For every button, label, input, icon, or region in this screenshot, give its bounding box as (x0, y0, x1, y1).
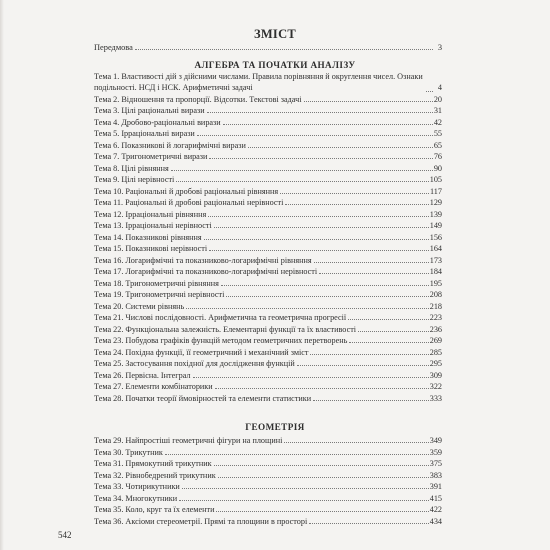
toc-row[interactable] (94, 278, 442, 290)
toc-row[interactable] (94, 504, 442, 516)
toc-label: Тема 9. Цілі нерівності (94, 175, 175, 185)
dot-leader (319, 273, 429, 274)
toc-row[interactable] (94, 151, 442, 163)
dot-leader (297, 365, 429, 366)
toc-label: Тема 8. Цілі рівняння (94, 163, 169, 173)
dot-leader (216, 511, 428, 512)
dot-leader (280, 193, 429, 194)
toc-page-number: 139 (429, 209, 442, 219)
dot-leader (309, 523, 428, 524)
toc-label: Тема 24. Похідна функції, її геометричний і механічний зміст (94, 347, 309, 357)
toc-label: Передмова (94, 43, 133, 52)
toc-label: Тема 28. Початки теорії ймовірностей та елементи статистики (94, 393, 312, 403)
toc-row[interactable] (94, 140, 442, 152)
toc-label: Тема 2. Відношення та пропорції. Відсотки. Текстові задачі (94, 94, 302, 104)
toc-label: Тема 4. Дробово-раціональні вирази (94, 117, 221, 127)
dot-leader (349, 342, 428, 343)
toc-label: Тема 32. Рівнобедрений трикутник (94, 470, 216, 480)
toc-label: Тема 16. Логарифмічні та показниково-логарифмічні рівняння (94, 255, 312, 265)
toc-page-number: 55 (433, 129, 442, 139)
dot-leader (358, 331, 429, 332)
toc-page-number: 129 (429, 198, 442, 208)
dot-leader (171, 170, 433, 171)
toc-page-number: 65 (433, 140, 442, 150)
toc-label: Тема 33. Чотирикутники (94, 482, 180, 491)
toc-page-number: 218 (429, 301, 442, 311)
toc-row[interactable] (94, 516, 442, 528)
toc-label: Тема 13. Ірраціональні нерівності (94, 221, 212, 231)
toc-row[interactable] (94, 358, 442, 370)
toc-row[interactable] (94, 186, 442, 198)
toc-page-number: 333 (429, 393, 442, 403)
toc-page-number: 269 (429, 336, 442, 346)
toc-page-number: 4 (437, 83, 442, 93)
toc-row[interactable] (94, 347, 442, 359)
toc-page-number: 415 (429, 493, 442, 503)
dot-leader (197, 135, 433, 136)
dot-leader (208, 216, 428, 217)
toc-label: Тема 26. Первісна. Інтеграл (94, 370, 191, 380)
toc-label: Тема 3. Цілі раціональні вирази (94, 106, 205, 116)
toc-row[interactable] (94, 324, 442, 336)
toc-row[interactable] (94, 470, 442, 482)
dot-leader (135, 49, 433, 50)
dot-leader (207, 112, 433, 113)
toc-page-number: 236 (429, 324, 442, 334)
toc-page-number: 76 (433, 152, 442, 162)
section-heading-geometry: ГЕОМЕТРІЯ (245, 422, 305, 432)
dot-leader (215, 388, 429, 389)
toc-label: Тема 22. Функціональна залежність. Елементарні функції та їх властивості (94, 324, 357, 334)
page-title: ЗМІСТ (253, 27, 297, 41)
toc-row[interactable] (94, 117, 442, 129)
dot-leader (348, 319, 429, 320)
toc-page-number: 349 (429, 436, 442, 445)
dot-leader (313, 400, 429, 401)
dot-leader (209, 250, 429, 251)
toc-row[interactable] (94, 312, 442, 324)
toc-label: Тема 35. Коло, круг та їх елементи (94, 505, 215, 514)
toc-row[interactable] (94, 255, 442, 267)
toc-row[interactable] (94, 381, 442, 393)
section-heading-algebra: АЛГЕБРА ТА ПОЧАТКИ АНАЛІЗУ (194, 60, 356, 70)
toc-page-number: 149 (429, 221, 442, 231)
toc-row[interactable] (94, 243, 442, 255)
toc-row[interactable] (94, 163, 442, 175)
toc-page-number: 383 (429, 470, 442, 480)
toc-page-number: 285 (429, 347, 442, 357)
toc-row[interactable] (94, 232, 442, 244)
toc-page-number: 31 (433, 106, 442, 116)
page-number: 542 (58, 530, 72, 540)
toc-page-number: 105 (429, 175, 442, 185)
toc-label: Тема 6. Показникові й логарифмічні вирази (94, 140, 246, 150)
toc-page-number: 117 (430, 186, 442, 196)
toc-label: Тема 36. Аксіоми стереометрії. Прямі та площини в просторі (94, 516, 308, 526)
toc-page-number: 173 (429, 255, 442, 265)
toc-label: Тема 11. Раціональні й дробові раціональні нерівності (94, 198, 284, 208)
toc-label: Тема 12. Ірраціональні рівняння (94, 209, 207, 219)
toc-label: Тема 21. Числові послідовності. Арифметична та геометрична прогресії (94, 313, 347, 323)
toc-page-number: 3 (437, 43, 442, 52)
dot-leader (248, 147, 433, 148)
toc-row[interactable] (94, 435, 442, 447)
toc-page-number: 422 (429, 505, 442, 514)
toc-row[interactable] (94, 174, 442, 186)
dot-leader (179, 500, 429, 501)
toc-label: Тема 25. Застосування похідної для дослідження функцій (94, 359, 295, 369)
toc-page-number: 309 (429, 370, 442, 380)
dot-leader (218, 477, 429, 478)
dot-leader (310, 354, 428, 355)
toc-row[interactable] (94, 458, 442, 470)
toc-list-geometry (94, 435, 442, 527)
toc-page-number: 322 (429, 382, 442, 392)
toc-row[interactable] (94, 105, 442, 117)
toc-page-number: 295 (429, 359, 442, 369)
toc-row[interactable] (94, 493, 442, 505)
toc-page-number: 156 (429, 232, 442, 242)
toc-row[interactable] (94, 370, 442, 382)
toc-label: Тема 18. Тригонометричні рівняння (94, 278, 219, 288)
toc-row[interactable] (94, 128, 442, 140)
dot-leader (193, 377, 429, 378)
toc-label: Тема 17. Логарифмічні та показниково-логарифмічні нерівності (94, 267, 318, 277)
dot-leader (214, 465, 429, 466)
toc-label: Тема 1. Властивості дій з дійсними числами. Правила порівняння й округлення чисел. Ознаки подільності. НСД і НСК. Арифметичні задачі (94, 72, 423, 92)
toc-list-algebra (94, 72, 442, 404)
toc-page-number: 184 (429, 267, 442, 277)
dot-leader (182, 488, 429, 489)
toc-row[interactable] (94, 266, 442, 278)
dot-leader (186, 308, 429, 309)
toc-page-number: 391 (429, 482, 442, 491)
toc-label: Тема 14. Показникові рівняння (94, 232, 202, 242)
dot-leader (226, 296, 428, 297)
dot-leader (176, 181, 428, 182)
dot-leader (165, 454, 429, 455)
toc-label: Тема 34. Многокутники (94, 493, 178, 503)
toc-label: Тема 31. Прямокутний трикутник (94, 459, 212, 468)
dot-leader (223, 124, 433, 125)
toc-row[interactable] (94, 197, 442, 209)
toc-row[interactable] (94, 220, 442, 232)
toc-page-number: 42 (433, 117, 442, 127)
toc-row[interactable] (94, 393, 442, 405)
toc-page-number: 164 (429, 244, 442, 254)
toc-page-number: 359 (429, 447, 442, 457)
toc-row[interactable] (94, 481, 442, 493)
toc-row[interactable] (94, 72, 442, 94)
toc-page-number: 208 (429, 290, 442, 300)
toc-row[interactable] (94, 335, 442, 347)
dot-leader (209, 158, 432, 159)
dot-leader (285, 204, 428, 205)
dot-leader (304, 101, 433, 102)
toc-label: Тема 10. Раціональні й дробові раціональні рівняння (94, 186, 279, 196)
toc-row[interactable] (94, 209, 442, 221)
toc-row[interactable] (94, 301, 442, 313)
dot-leader (426, 91, 433, 92)
toc-label: Тема 23. Побудова графіків функцій методом геометричних перетворень (94, 336, 348, 346)
toc-page-number: 375 (429, 459, 442, 468)
toc-label: Тема 19. Тригонометричні нерівності (94, 290, 225, 300)
toc-row[interactable] (94, 94, 442, 106)
toc-label: Тема 7. Тригонометричні вирази (94, 152, 208, 162)
toc-label: Тема 29. Найпростіші геометричні фігури на площині (94, 436, 283, 445)
toc-page-number: 195 (429, 278, 442, 288)
toc-label: Тема 5. Ірраціональні вирази (94, 129, 195, 139)
page-gutter-shadow (0, 0, 4, 550)
toc-page-number: 90 (433, 163, 442, 173)
toc-label: Тема 30. Трикутник (94, 447, 163, 457)
toc-row[interactable] (94, 447, 442, 459)
toc-page-number: 434 (429, 516, 442, 526)
dot-leader (221, 285, 429, 286)
toc-label: Тема 15. Показникові нерівності (94, 244, 208, 254)
toc-row-preface[interactable] (94, 43, 442, 52)
dot-leader (314, 262, 429, 263)
toc-page-number: 223 (429, 313, 442, 323)
dot-leader (284, 442, 428, 443)
toc-page-number: 20 (433, 94, 442, 104)
toc-label: Тема 27. Елементи комбінаторики (94, 382, 213, 392)
dot-leader (214, 227, 429, 228)
toc-label: Тема 20. Системи рівнянь (94, 301, 185, 311)
dot-leader (204, 239, 429, 240)
toc-row[interactable] (94, 289, 442, 301)
